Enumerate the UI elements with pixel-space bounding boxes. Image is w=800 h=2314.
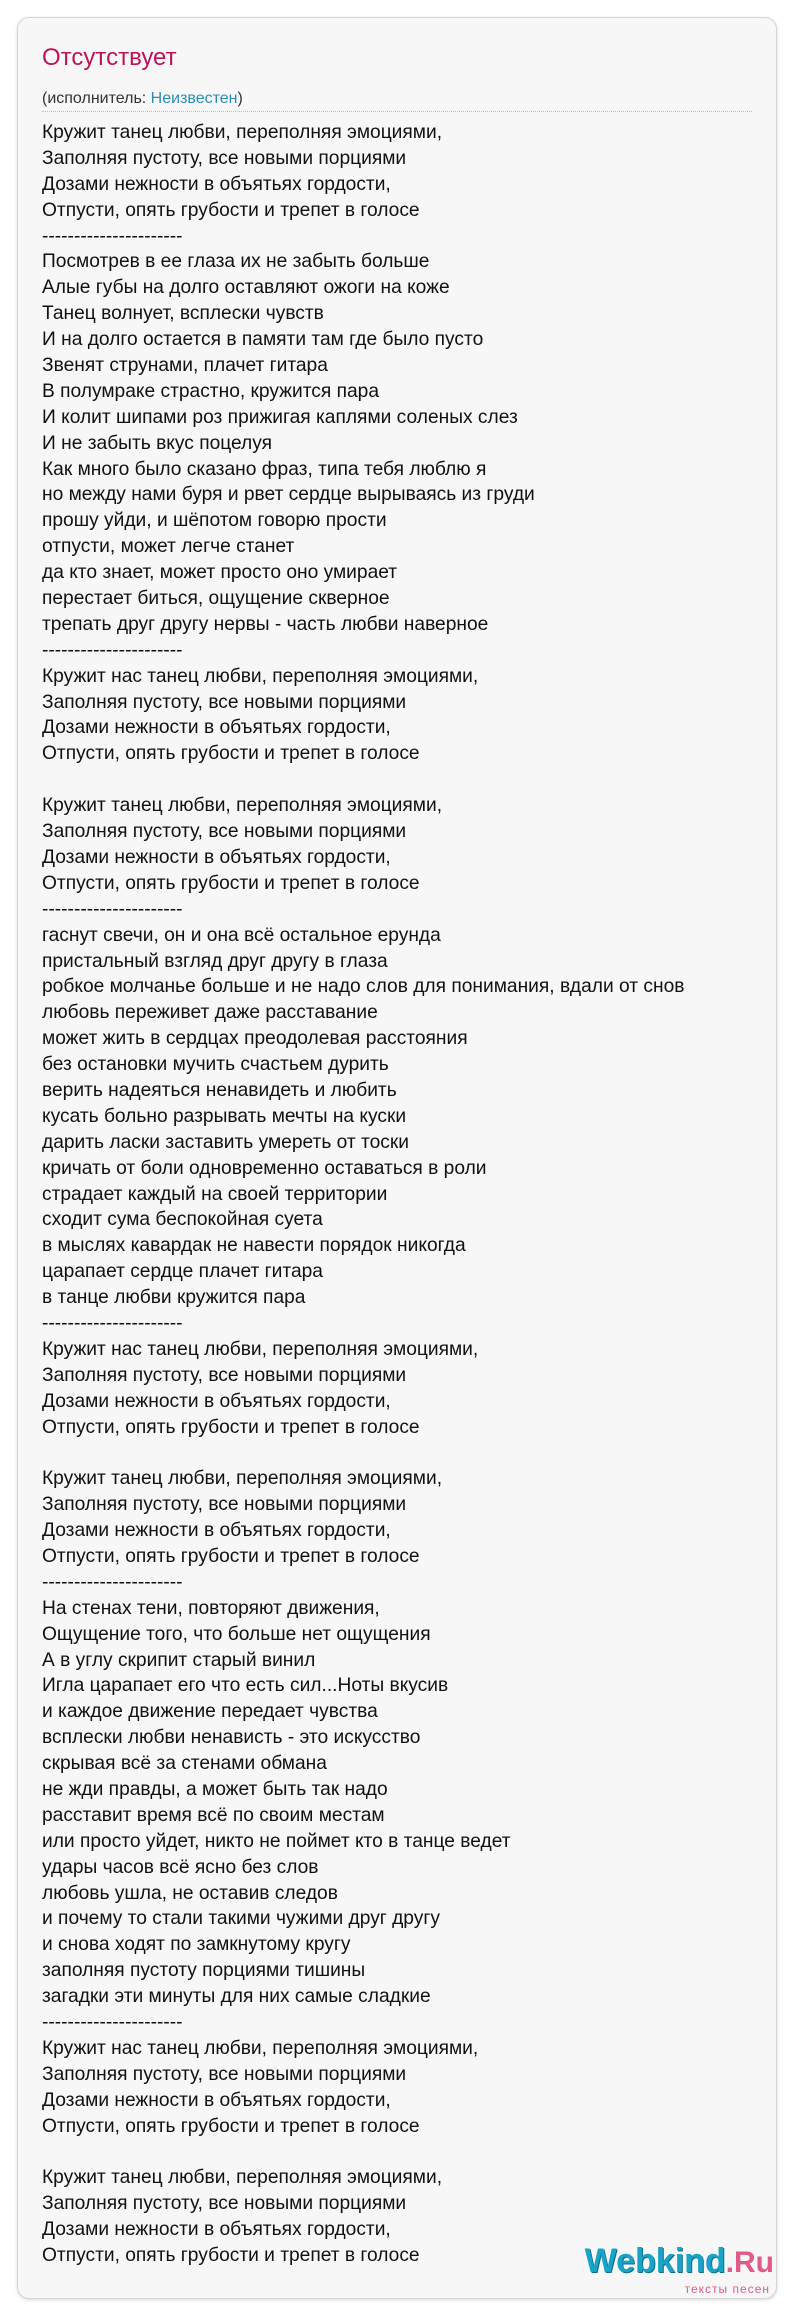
verse-separator: ---------------------- <box>42 2012 183 2034</box>
lyric-line: Ощущение того, что больше нет ощущения <box>42 1623 431 1645</box>
lyric-line: Дозами нежности в объятьях гордости, <box>42 2089 391 2111</box>
lyric-line: В полумраке страстно, кружится пара <box>42 380 380 402</box>
lyric-line: пристальный взгляд друг другу в глаза <box>42 950 388 972</box>
lyric-line: царапает сердце плачет гитара <box>42 1261 323 1283</box>
logo-main: Webkind <box>584 2242 726 2280</box>
lyric-line: Заполняя пустоту, все новыми порциями <box>42 2193 407 2215</box>
lyric-line: и каждое движение передает чувства <box>42 1701 378 1723</box>
lyric-line: Заполняя пустоту, все новыми порциями <box>42 821 407 843</box>
lyric-line: скрывая всё за стенами обмана <box>42 1753 327 1775</box>
lyric-line: Кружит танец любви, переполняя эмоциями, <box>42 1468 443 1490</box>
artist-prefix: (исполнитель: <box>42 90 151 107</box>
lyric-line: верить надеяться ненавидеть и любить <box>42 1079 397 1101</box>
lyric-line: или просто уйдет, никто не поймет кто в танце ведет <box>42 1830 511 1852</box>
lyric-line: Отпусти, опять грубости и трепет в голосе <box>42 1545 420 1567</box>
verse-separator: ---------------------- <box>42 639 183 661</box>
lyric-line: любовь переживет даже расставание <box>42 1002 378 1024</box>
verse-separator: ---------------------- <box>42 1571 183 1593</box>
lyric-line: заполняя пустоту порциями тишины <box>42 1960 366 1982</box>
lyric-line: но между нами буря и рвет сердце вырываясь из груди <box>42 484 535 506</box>
lyric-line: дарить ласки заставить умереть от тоски <box>42 1131 409 1153</box>
lyric-line: расставит время всё по своим местам <box>42 1804 385 1826</box>
lyric-line: кричать от боли одновременно оставаться в роли <box>42 1157 487 1179</box>
lyric-line: Кружит танец любви, переполняя эмоциями, <box>42 795 443 817</box>
site-logo[interactable] <box>585 2244 774 2296</box>
lyric-line: Дозами нежности в объятьях гордости, <box>42 1390 391 1412</box>
lyric-line: да кто знает, может просто оно умирает <box>42 562 398 584</box>
lyric-line: И колит шипами роз прижигая каплями соленых слез <box>42 406 518 428</box>
lyric-line: На стенах тени, повторяют движения, <box>42 1597 380 1619</box>
lyric-line: Дозами нежности в объятьях гордости, <box>42 2219 391 2241</box>
lyric-line: И на долго остается в памяти там где было пусто <box>42 329 484 351</box>
lyric-line: Как много было сказано фраз, типа тебя люблю я <box>42 458 487 480</box>
lyric-line: Отпусти, опять грубости и трепет в голосе <box>42 1416 420 1438</box>
lyric-line: и почему то стали такими чужими друг другу <box>42 1908 440 1930</box>
lyric-line: Заполняя пустоту, все новыми порциями <box>42 1364 407 1386</box>
lyric-line: Кружит танец любви, переполняя эмоциями, <box>42 2167 443 2189</box>
verse-separator: ---------------------- <box>42 898 183 920</box>
lyric-line: Дозами нежности в объятьях гордости, <box>42 1520 391 1542</box>
lyric-line: Посмотрев в ее глаза их не забыть больше <box>42 251 430 273</box>
lyric-line: Отпусти, опять грубости и трепет в голосе <box>42 2115 420 2137</box>
blank-line <box>42 767 762 793</box>
lyric-line: Заполняя пустоту, все новыми порциями <box>42 2063 407 2085</box>
lyric-line: сходит сума беспокойная суета <box>42 1209 323 1231</box>
lyric-line: кусать больно разрывать мечты на куски <box>42 1105 407 1127</box>
lyric-line: Заполняя пустоту, все новыми порциями <box>42 147 407 169</box>
lyric-line: Кружит нас танец любви, переполняя эмоциями, <box>42 1338 479 1360</box>
lyric-line: страдает каждый на своей территории <box>42 1183 388 1205</box>
lyric-line: Заполняя пустоту, все новыми порциями <box>42 1494 407 1516</box>
lyric-line: Отпусти, опять грубости и трепет в голосе <box>42 199 420 221</box>
lyric-line: Танец волнует, всплески чувств <box>42 303 324 325</box>
lyric-line: отпусти, может легче станет <box>42 536 295 558</box>
lyric-line: в танце любви кружится пара <box>42 1287 306 1309</box>
lyric-line: Дозами нежности в объятьях гордости, <box>42 173 391 195</box>
artist-suffix: ) <box>237 90 243 107</box>
song-title: Отсутствует <box>42 44 177 71</box>
lyric-line: и снова ходят по замкнутому кругу <box>42 1934 351 1956</box>
lyric-line: Кружит нас танец любви, переполняя эмоциями, <box>42 2037 479 2059</box>
lyric-line: любовь ушла, не оставив следов <box>42 1882 338 1904</box>
lyrics-card <box>17 17 777 2299</box>
lyric-line: не жди правды, а может быть так надо <box>42 1779 388 1800</box>
lyric-line: перестает биться, ощущение скверное <box>42 588 390 610</box>
logo-tagline: тексты песен <box>684 2282 770 2296</box>
lyric-line: всплески любви ненависть - это искусство <box>42 1727 421 1749</box>
lyric-line: робкое молчанье больше и не надо слов для понимания, вдали от снов <box>42 976 685 998</box>
verse-separator: ---------------------- <box>42 1312 183 1334</box>
lyric-line: Дозами нежности в объятьях гордости, <box>42 846 391 868</box>
logo-wordmark <box>585 2244 774 2280</box>
lyric-line: Отпусти, опять грубости и трепет в голосе <box>42 743 420 765</box>
artist-link[interactable]: Неизвестен <box>150 90 238 107</box>
lyric-line: Кружит танец любви, переполняя эмоциями, <box>42 122 443 143</box>
lyric-line: в мыслях кавардак не навести порядок никогда <box>42 1235 466 1257</box>
lyric-line: прошу уйди, и шёпотом говорю прости <box>42 510 387 532</box>
lyrics-text <box>42 120 762 2269</box>
lyric-line: гаснут свечи, он и она всё остальное ерунда <box>42 924 441 946</box>
lyric-line: Игла царапает его что есть сил...Ноты вкусив <box>42 1675 449 1697</box>
lyric-line: может жить в сердцах преодолевая расстояния <box>42 1028 468 1050</box>
lyric-line: Кружит нас танец любви, переполняя эмоциями, <box>42 665 479 687</box>
lyric-line: А в углу скрипит старый винил <box>42 1649 316 1671</box>
lyric-line: Алые губы на долго оставляют ожоги на коже <box>42 277 450 299</box>
blank-line <box>42 2139 762 2165</box>
lyric-line: трепать друг другу нервы - часть любви наверное <box>42 613 489 635</box>
lyric-line: Звенят струнами, плачет гитара <box>42 355 328 377</box>
lyric-line: Дозами нежности в объятьях гордости, <box>42 717 391 739</box>
lyric-line: И не забыть вкус поцелуя <box>42 432 273 454</box>
lyric-line: Отпусти, опять грубости и трепет в голосе <box>42 872 420 894</box>
verse-separator: ---------------------- <box>42 225 183 247</box>
lyric-line: Заполняя пустоту, все новыми порциями <box>42 691 407 713</box>
blank-line <box>42 1440 762 1466</box>
lyric-line: Отпусти, опять грубости и трепет в голосе <box>42 2245 420 2267</box>
lyric-line: загадки эти минуты для них самые сладкие <box>42 1986 431 2008</box>
header-divider <box>42 111 752 112</box>
lyric-line: удары часов всё ясно без слов <box>42 1856 319 1878</box>
artist-line <box>42 89 243 109</box>
lyric-line: без остановки мучить счастьем дурить <box>42 1054 389 1076</box>
logo-tld: .Ru <box>725 2246 774 2279</box>
